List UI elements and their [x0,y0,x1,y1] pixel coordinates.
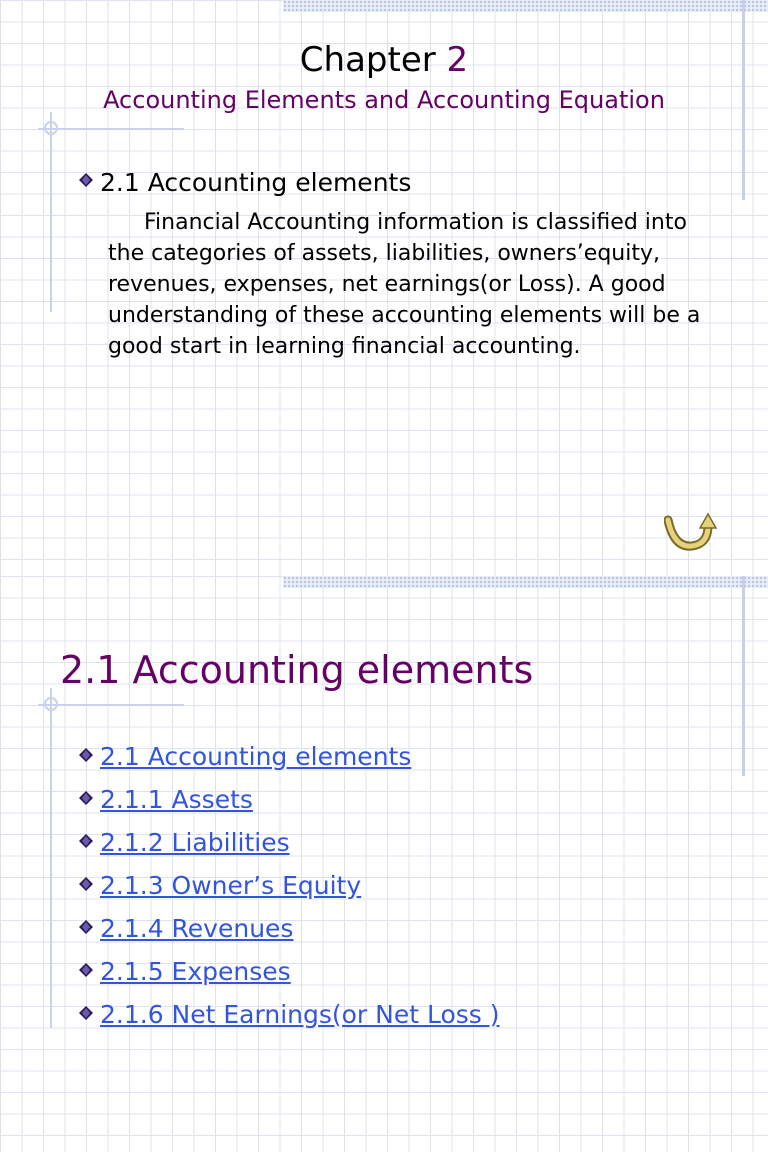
link-net-earnings[interactable]: 2.1.6 Net Earnings(or Net Loss ) [100,1000,500,1029]
decorative-line-vertical [50,112,52,312]
slide2-title: 2.1 Accounting elements [60,648,534,692]
diamond-bullet-icon [78,919,92,933]
chapter-number: 2 [446,40,469,80]
bullet-heading-row [78,168,411,197]
body-paragraph: Financial Accounting information is classified into the categories of assets, liabilities, owners’equity, revenues, expenses, net earnings(or Loss). A good understanding of these accounting elements will be a good start in learning financial accounting. [108,210,701,359]
chapter-word: Chapter [299,40,436,80]
link-revenues[interactable]: 2.1.4 Revenues [100,914,294,943]
diamond-bullet-icon [78,833,92,847]
list-item [78,1000,500,1043]
link-owners-equity[interactable]: 2.1.3 Owner’s Equity [100,871,362,900]
decorative-line-horizontal [38,128,184,130]
list-item [78,914,500,957]
link-expenses[interactable]: 2.1.5 Expenses [100,957,291,986]
link-accounting-elements[interactable]: 2.1 Accounting elements [100,742,412,771]
section-link-list [78,742,500,1043]
diamond-bullet-icon [78,876,92,890]
list-item [78,871,500,914]
chapter-subtitle: Accounting Elements and Accounting Equation [103,86,665,114]
diamond-bullet-icon [78,790,92,804]
diamond-bullet-icon [78,962,92,976]
top-decorative-band [283,576,768,588]
decorative-line-horizontal [38,704,184,706]
list-item [78,742,500,785]
link-liabilities[interactable]: 2.1.2 Liabilities [100,828,290,857]
diamond-bullet-icon [78,747,92,761]
diamond-bullet-icon [78,172,92,186]
list-item [78,785,500,828]
decorative-circle [44,121,58,135]
link-assets[interactable]: 2.1.1 Assets [100,785,253,814]
return-arrow-icon[interactable] [664,512,718,556]
right-decorative-bar [742,576,745,776]
diamond-bullet-icon [78,1005,92,1019]
list-item [78,957,500,1000]
bullet-heading: 2.1 Accounting elements [100,168,412,197]
decorative-circle [44,697,58,711]
top-decorative-band [283,0,768,12]
chapter-title [0,40,768,80]
decorative-line-vertical [50,688,52,1028]
list-item [78,828,500,871]
